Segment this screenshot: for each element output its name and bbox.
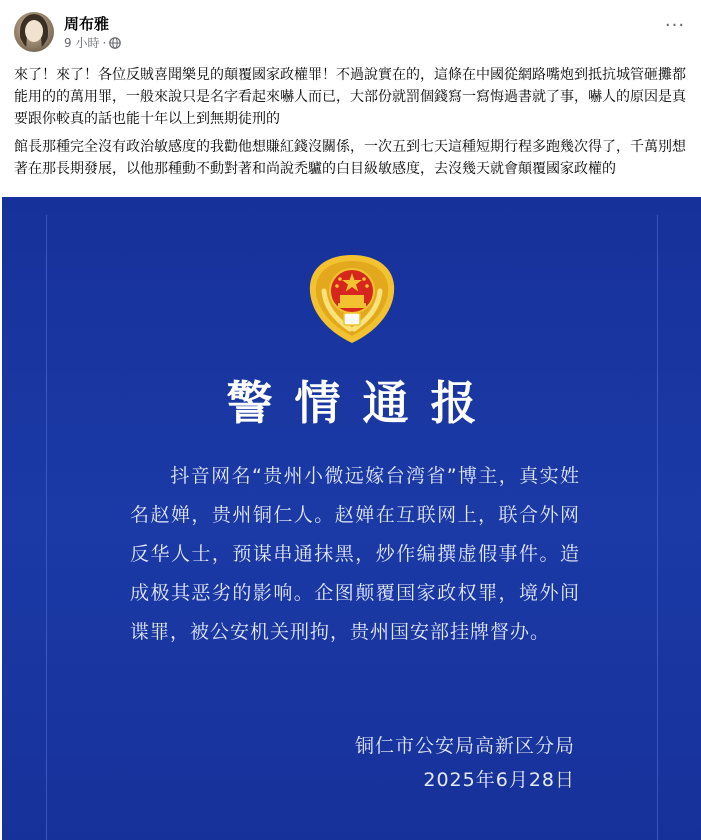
notice-body-text: 抖音网名“贵州小微远嫁台湾省”博主，真实姓名赵婵，贵州铜仁人。赵婵在互联网上，联合外网反华人士，预谋串通抹黑，炒作编撰虚假事件。造成极其恶劣的影响。企图颠覆国家政权罪，境外间谍罪，被公安机关刑拘，贵州国安部挂牌督办。 [130, 465, 580, 643]
author-name[interactable]: 周布雅 [64, 15, 110, 33]
post-meta [64, 34, 121, 51]
notice-title: 警情通报 [226, 376, 499, 430]
post-header [14, 10, 690, 56]
avatar-face [25, 20, 43, 42]
police-emblem-icon [304, 251, 400, 347]
police-notice-image[interactable] [2, 197, 701, 840]
post-paragraph-1: 來了！來了！各位反賊喜聞樂見的顛覆國家政權罪！不過說實在的，這條在中國從網路嘴炮到抵抗城管砸攤都能用的的萬用罪，一般來說只是名字看起來嚇人而已，大部份就罰個錢寫一寫悔過書就了事，嚇人的原因是真要跟你較真的話也能十年以上到無期徒刑的 [14, 67, 686, 127]
meta-separator: · [102, 35, 107, 50]
globe-icon[interactable] [109, 37, 121, 49]
notice-issuer: 铜仁市公安局高新区分局 [354, 735, 575, 757]
post-time[interactable]: 9 小時 [64, 36, 100, 50]
post-text [14, 64, 690, 186]
more-options-button[interactable]: ··· [664, 15, 686, 36]
avatar[interactable] [14, 12, 54, 52]
post-paragraph-2: 館長那種完全沒有政治敏感度的我勸他想賺紅錢沒關係，一次五到七天這種短期行程多跑幾次得了，千萬別想著在那長期發展，以他那種動不動對著和尚說禿驢的白目級敏感度，去沒幾天就會顛覆國家政權的 [14, 139, 686, 177]
notice-body [130, 457, 580, 652]
notice-date: 2025年6月28日 [423, 769, 575, 791]
